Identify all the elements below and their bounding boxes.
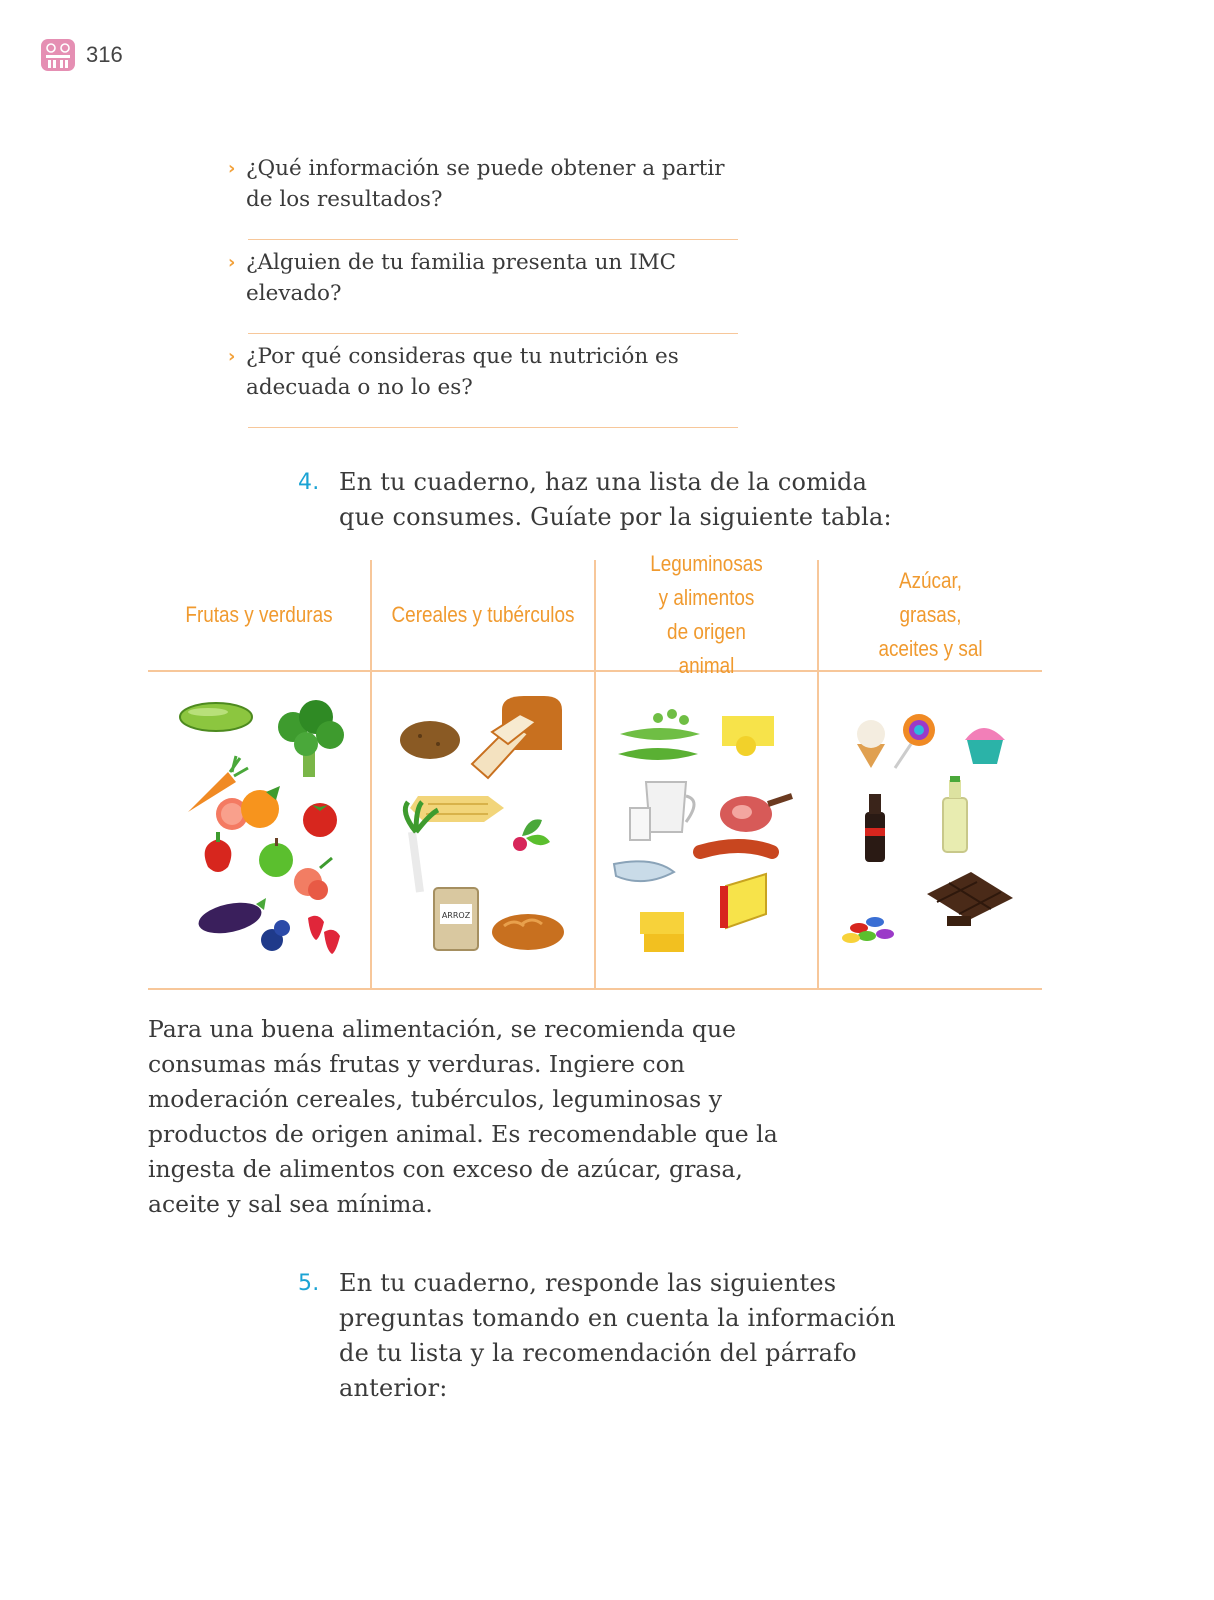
- question-text: ¿Alguien de tu familia presenta un IMC elevado?: [246, 250, 677, 306]
- butter-icon: [722, 716, 774, 756]
- question-text: ¿Qué información se puede obtener a partir de los resultados?: [246, 156, 725, 212]
- soda-bottle-icon: [865, 794, 885, 862]
- broccoli-icon: [278, 700, 344, 777]
- bread-loaf-icon: [472, 696, 562, 778]
- cupcake-icon: [965, 728, 1005, 764]
- green-apple-icon: [259, 838, 293, 877]
- sausage-icon: [700, 846, 772, 852]
- tomato-icon: [303, 803, 337, 837]
- page-number: 316: [86, 42, 123, 67]
- cucumber-icon: [180, 703, 252, 731]
- answer-line-3[interactable]: [248, 427, 738, 428]
- oil-bottle-icon: [943, 776, 967, 852]
- radish-icon: [513, 819, 550, 851]
- activity-item-4: [298, 465, 898, 535]
- header-sugar-fats: Azúcar, grasas, aceites y sal: [878, 568, 983, 661]
- book-logo-icon: [40, 38, 76, 72]
- header-legumes-animal: Leguminosas y alimentos de origen animal: [650, 551, 763, 678]
- rice-bag-icon: [434, 888, 478, 950]
- item-text: En tu cuaderno, haz una lista de la comida que consumes. Guíate por la siguiente tabla:: [339, 468, 892, 531]
- ice-cream-icon: [857, 720, 885, 768]
- lollipop-icon: [895, 714, 935, 768]
- milk-icon: [630, 782, 694, 840]
- eggplant-icon: [196, 898, 266, 939]
- rice-bag-label: ARROZ: [441, 911, 471, 920]
- chevron-right-icon: ›: [228, 346, 236, 367]
- cereals-tubers-illustration: [372, 672, 594, 988]
- orange-icon: [241, 786, 280, 828]
- fruits-vegetables-illustration: [148, 672, 370, 988]
- peas-icon: [618, 709, 700, 760]
- question-2: [228, 247, 748, 309]
- activity-item-5: [298, 1266, 908, 1406]
- header-cereals-tubers: Cereales y tubérculos: [391, 602, 575, 627]
- food-groups-table: [148, 551, 1042, 990]
- item-text: En tu cuaderno, responde las siguientes preguntas tomando en cuenta la información de tu lista y la recomendación del párrafo anterior:: [339, 1269, 896, 1402]
- question-3: [228, 341, 748, 403]
- cheese-cubes-icon: [640, 912, 684, 952]
- item-number: 5.: [298, 1271, 320, 1296]
- bread-roll-icon: [492, 914, 564, 950]
- strawberry-icon: [308, 916, 340, 954]
- peach-icon: [294, 858, 332, 900]
- blueberry-icon: [261, 920, 290, 951]
- answer-line-2[interactable]: [248, 333, 738, 334]
- fish-fillet-icon: [614, 861, 674, 881]
- question-text: ¿Por qué consideras que tu nutrición es adecuada o no lo es?: [246, 344, 679, 400]
- cheese-wedge-icon: [720, 874, 766, 928]
- legumes-animal-illustration: [596, 672, 817, 988]
- chocolate-icon: [927, 872, 1013, 926]
- sugar-fats-illustration: [819, 672, 1042, 988]
- potato-icon: [400, 721, 460, 759]
- red-pepper-icon: [205, 832, 232, 872]
- answer-line-1[interactable]: [248, 239, 738, 240]
- header-fruits-vegetables: Frutas y verduras: [185, 602, 333, 627]
- page-header: [40, 38, 123, 72]
- chevron-right-icon: ›: [228, 252, 236, 273]
- pasta-icon: [410, 796, 504, 822]
- chevron-right-icon: ›: [228, 158, 236, 179]
- meat-icon: [720, 796, 792, 832]
- recommendation-paragraph: Para una buena alimentación, se recomienda que consumas más frutas y verduras. Ingiere con moderación cereales, tubérculos, leguminosas y productos de origen animal. Es recomendable que la ingesta de alimentos con exceso de azúcar, grasa, aceite y sal sea mínima.: [148, 1015, 778, 1218]
- imc-abbreviation: IMC: [629, 250, 677, 275]
- item-number: 4.: [298, 470, 320, 495]
- candy-icon: [842, 917, 894, 943]
- question-1: [228, 153, 748, 215]
